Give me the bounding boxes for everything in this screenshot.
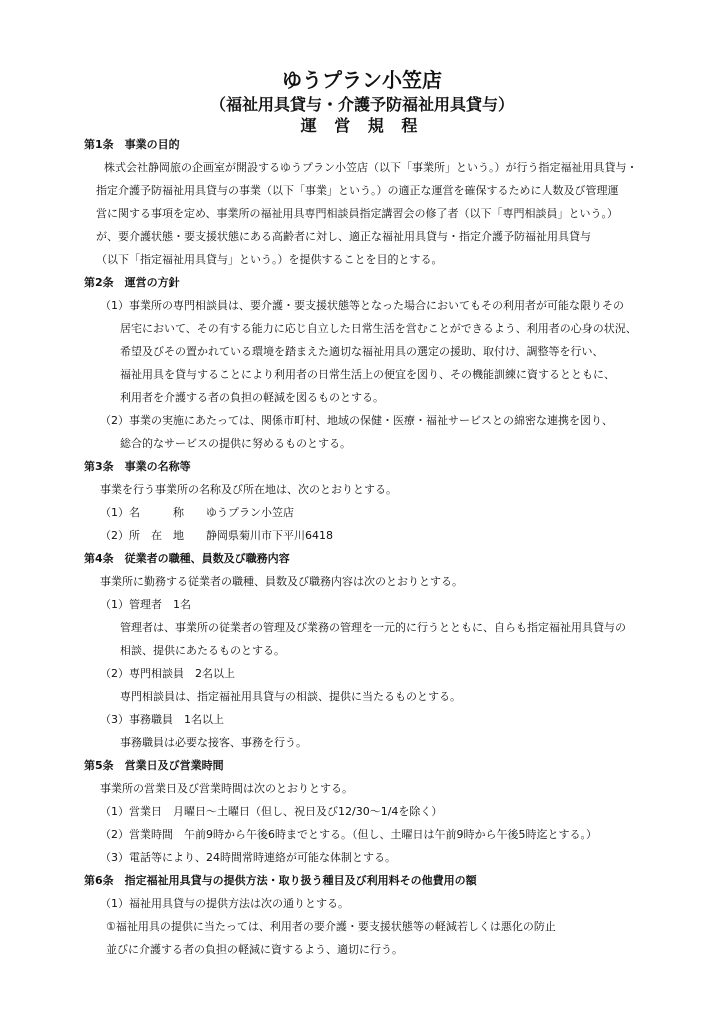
article-2-line: 居宅において、その有する能力に応じ自立した日常生活を営むことができるよう、利用者の心身の状況、: [120, 322, 637, 335]
article-3-line: （2）所 在 地 静岡県菊川市下平川6418: [100, 529, 333, 542]
article-4-line: （1）管理者 1名: [100, 598, 191, 611]
article-5-line: （3）電話等により、24時間常時連絡が可能な体制とする。: [100, 851, 396, 864]
article-3-heading: 第3条 事業の名称等: [84, 460, 191, 473]
article-3-line: （1）名 称 ゆうプラン小笠店: [100, 506, 294, 519]
article-1-line: 営に関する事項を定め、事業所の福祉用具専門相談員指定講習会の修了者（以下「専門相談員」という。）: [96, 207, 619, 220]
document-type: 運 営 規 程: [300, 116, 424, 135]
article-1-heading: 第1条 事業の目的: [84, 138, 180, 151]
article-6-line: （1）福祉用具貸与の提供方法は次の通りとする。: [100, 897, 349, 910]
article-2-heading: 第2条 運営の方針: [84, 276, 180, 289]
article-4-line: 事務職員は必要な接客、事務を行う。: [120, 736, 307, 749]
article-1-line: 株式会社静岡旅の企画室が開設するゆうプラン小笠店（以下「事業所」という。）が行う指定福祉用具貸与・: [104, 161, 638, 174]
article-5-line: 事業所の営業日及び営業時間は次のとおりとする。: [100, 782, 353, 795]
document-title: ゆうプラン小笠店: [282, 68, 442, 92]
article-4-line: 専門相談員は、指定福祉用具貸与の相談、提供に当たるものとする。: [120, 690, 461, 703]
article-2-line: 利用者を介護する者の負担の軽減を図るものとする。: [120, 391, 384, 404]
article-2-line: 希望及びその置かれている環境を踏まえた適切な福祉用具の選定の援助、取付け、調整等を行い、: [120, 345, 604, 358]
article-5-heading: 第5条 営業日及び営業時間: [84, 759, 224, 772]
article-4-line: 相談、提供にあたるものとする。: [120, 644, 285, 657]
article-2-line: （1）事業所の専門相談員は、要介護・要支援状態等となった場合においてもその利用者が可能な限りその: [100, 299, 624, 312]
article-6-line: ①福祉用具の提供に当たっては、利用者の要介護・要支援状態等の軽減若しくは悪化の防止: [106, 920, 556, 933]
article-2-line: 福祉用具を貸与することにより利用者の日常生活上の便宜を図り、その機能訓練に資するとともに、: [120, 368, 615, 381]
document-subtitle: （福祉用具貸与・介護予防福祉用具貸与）: [209, 95, 514, 114]
article-5-line: （2）営業時間 午前9時から午後6時までとする。（但し、土曜日は午前9時から午後5時迄とする。）: [100, 828, 597, 841]
article-5-line: （1）営業日 月曜日～土曜日（但し、祝日及び12/30～1/4を除く）: [100, 805, 443, 818]
article-1-line: 指定介護予防福祉用具貸与の事業（以下「事業」という。）の適正な運営を確保するために人数及び管理運: [96, 184, 619, 197]
article-3-line: 事業を行う事業所の名称及び所在地は、次のとおりとする。: [100, 483, 397, 496]
article-4-line: 事業所に勤務する従業者の職種、員数及び職務内容は次のとおりとする。: [100, 575, 463, 588]
article-1-line: （以下「指定福祉用具貸与」という。）を提供することを目的とする。: [96, 253, 443, 266]
article-6-heading: 第6条 指定福祉用具貸与の提供方法・取り扱う種目及び利用料その他費用の額: [84, 874, 477, 887]
article-2-line: （2）事業の実施にあたっては、関係市町村、地域の保健・医療・福祉サービスとの綿密な連携を図り、: [100, 414, 613, 427]
article-4-heading: 第4条 従業者の職種、員数及び職務内容: [84, 552, 290, 565]
article-4-line: 管理者は、事業所の従業者の管理及び業務の管理を一元的に行うとともに、自らも指定福祉用具貸与の: [120, 621, 626, 634]
article-4-line: （3）事務職員 1名以上: [100, 713, 224, 726]
article-4-line: （2）専門相談員 2名以上: [100, 667, 235, 680]
article-2-line: 総合的なサービスの提供に努めるものとする。: [120, 437, 351, 450]
article-1-line: が、要介護状態・要支援状態にある高齢者に対し、適正な福祉用具貸与・指定介護予防福祉用具貸与: [96, 230, 591, 243]
article-6-line: 並びに介護する者の負担の軽減に資するよう、適切に行う。: [106, 943, 403, 956]
